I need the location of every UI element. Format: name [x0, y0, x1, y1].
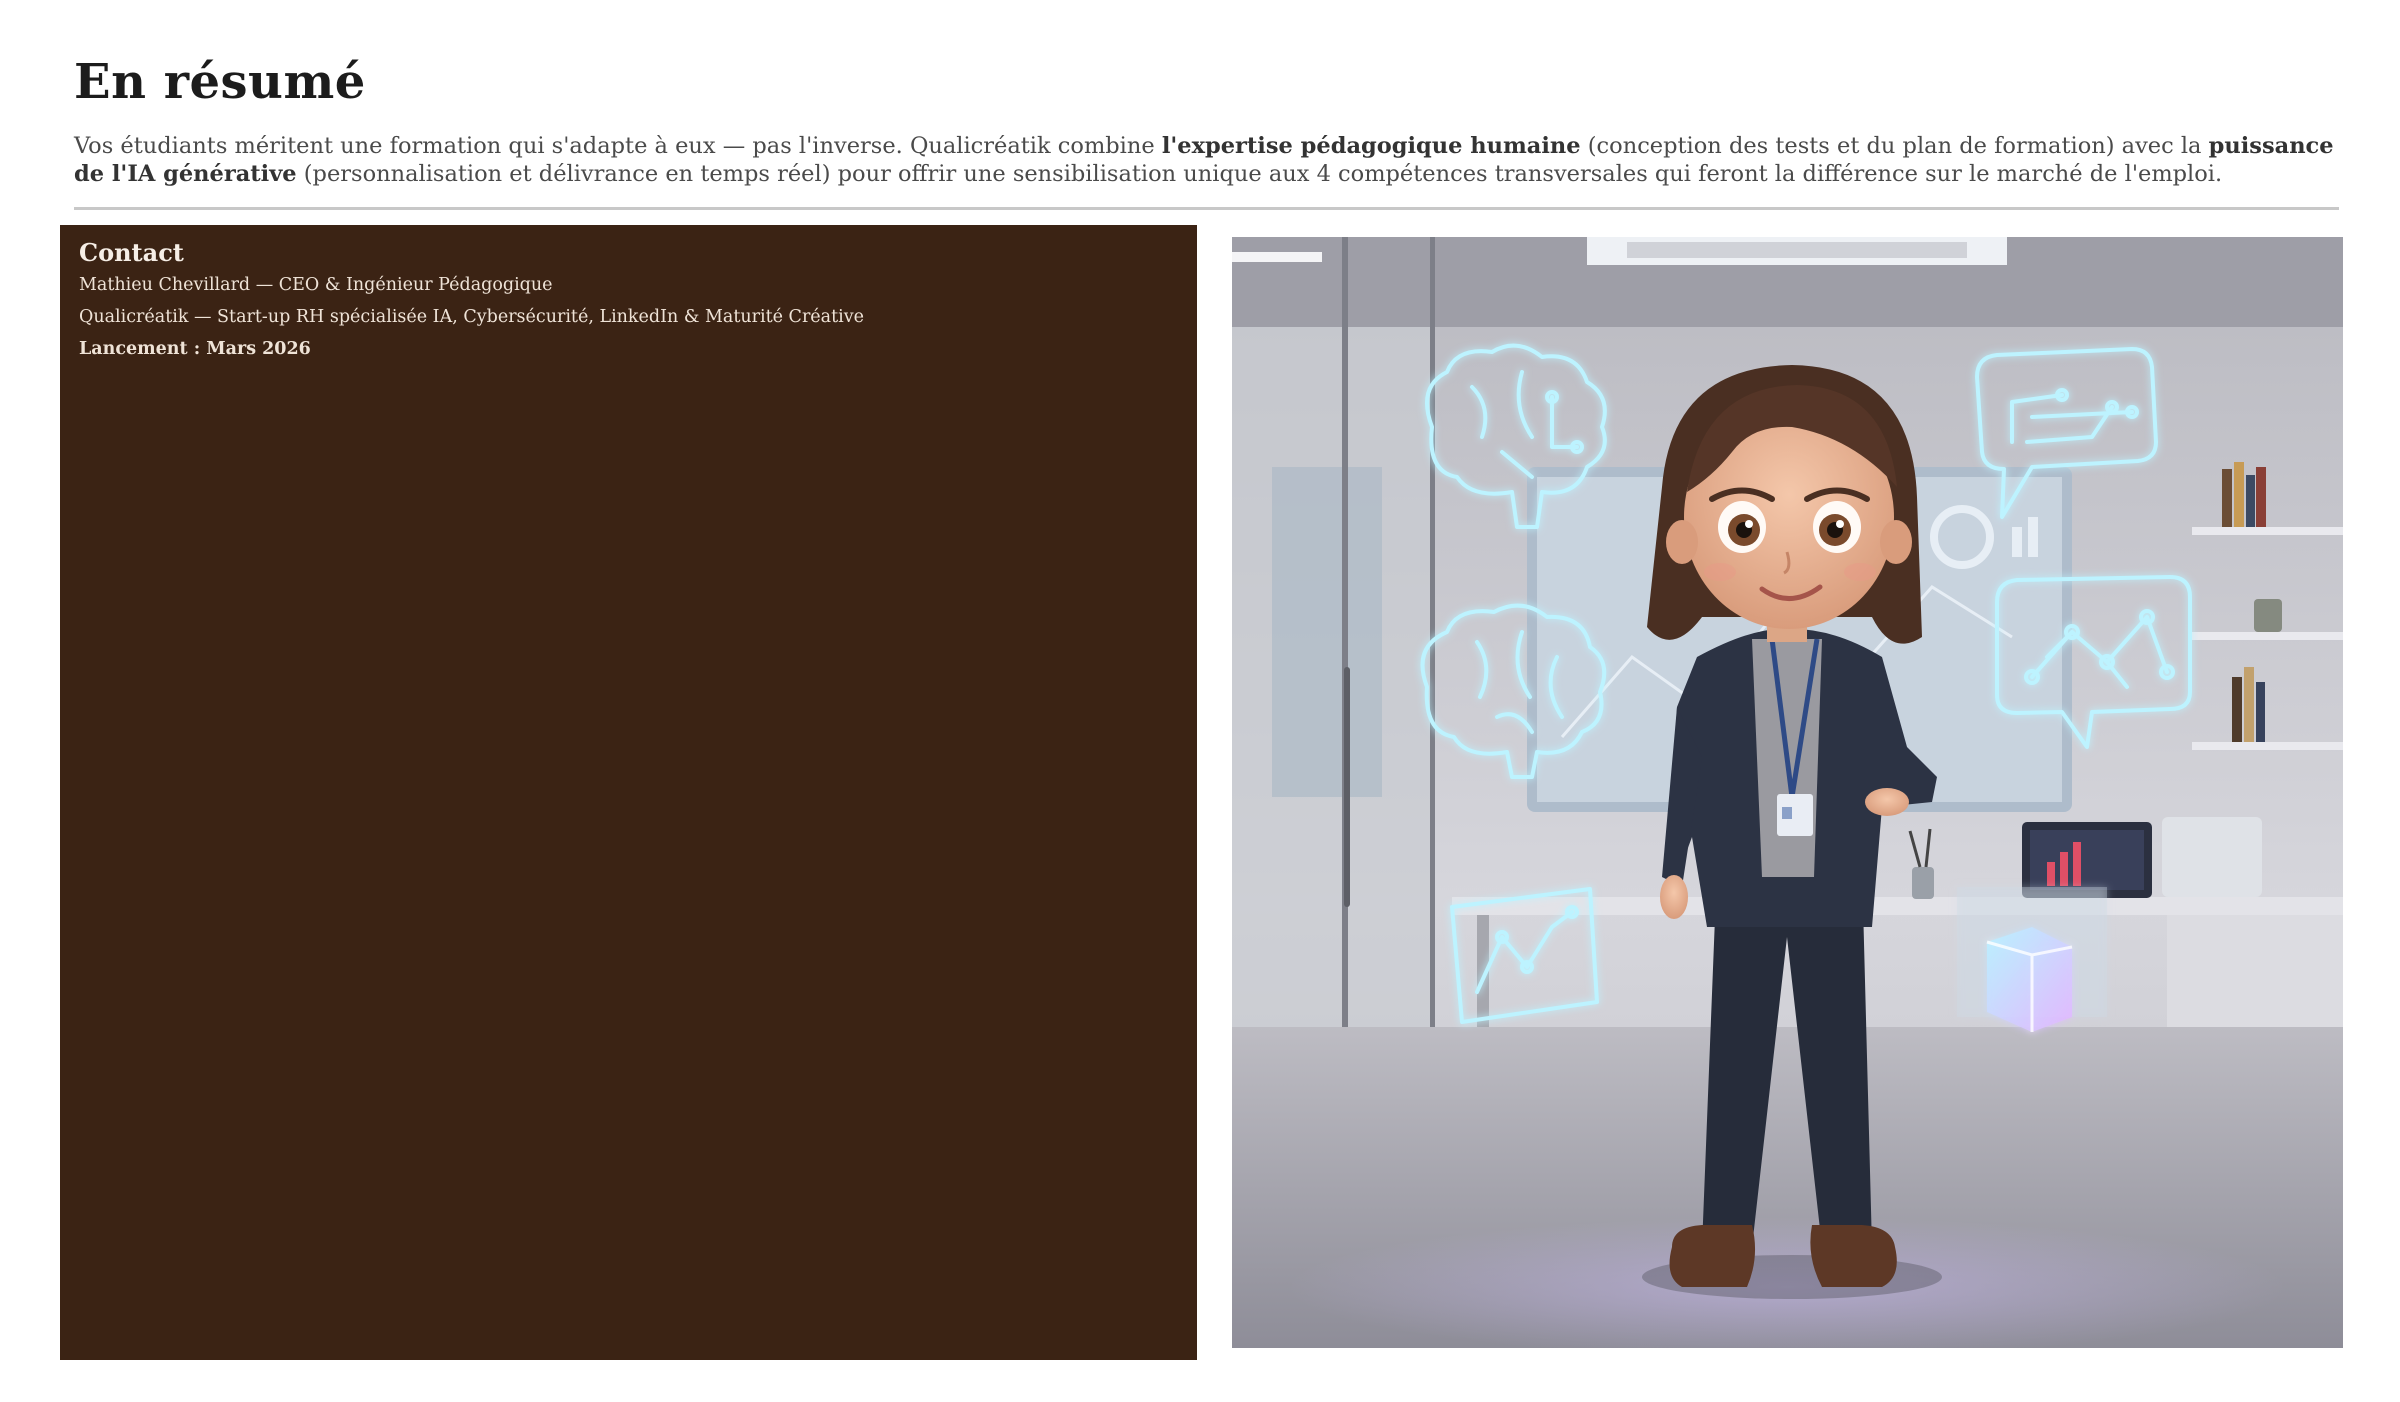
illustration-image: [1232, 237, 2343, 1348]
contact-card: [60, 225, 1197, 1360]
summary-section: [74, 52, 2339, 188]
summary-bold-genai-power: puissance de l'IA générative: [74, 133, 2334, 187]
cube-icon: [1957, 887, 2107, 1032]
summary-text-1: Vos étudiants méritent une formation qui s'adapte à eux — pas l'inverse. Qualicréatik combine: [74, 133, 1162, 159]
contact-company: Qualicréatik — Start-up RH spécialisée IA, Cybersécurité, LinkedIn & Maturité Créative: [79, 307, 864, 327]
contact-person: Mathieu Chevillard — CEO & Ingénieur Pédagogique: [79, 275, 553, 295]
contact-title: Contact: [79, 238, 184, 267]
summary-text-3: (personnalisation et délivrance en temps réel) pour offrir une sensibilisation unique aux 4 compétences transversales qui feront la différence sur le marché de l'emploi.: [296, 161, 2223, 187]
summary-bold-human-expertise: l'expertise pédagogique humaine: [1161, 133, 1581, 159]
divider: [74, 207, 2339, 210]
summary-paragraph: [74, 132, 2339, 188]
page-title: En résumé: [74, 54, 366, 110]
launch-date: Lancement : Mars 2026: [79, 339, 311, 359]
office-scene: [1232, 237, 2343, 1348]
summary-text-2: (conception des tests et du plan de formation) avec la: [1580, 133, 2209, 159]
